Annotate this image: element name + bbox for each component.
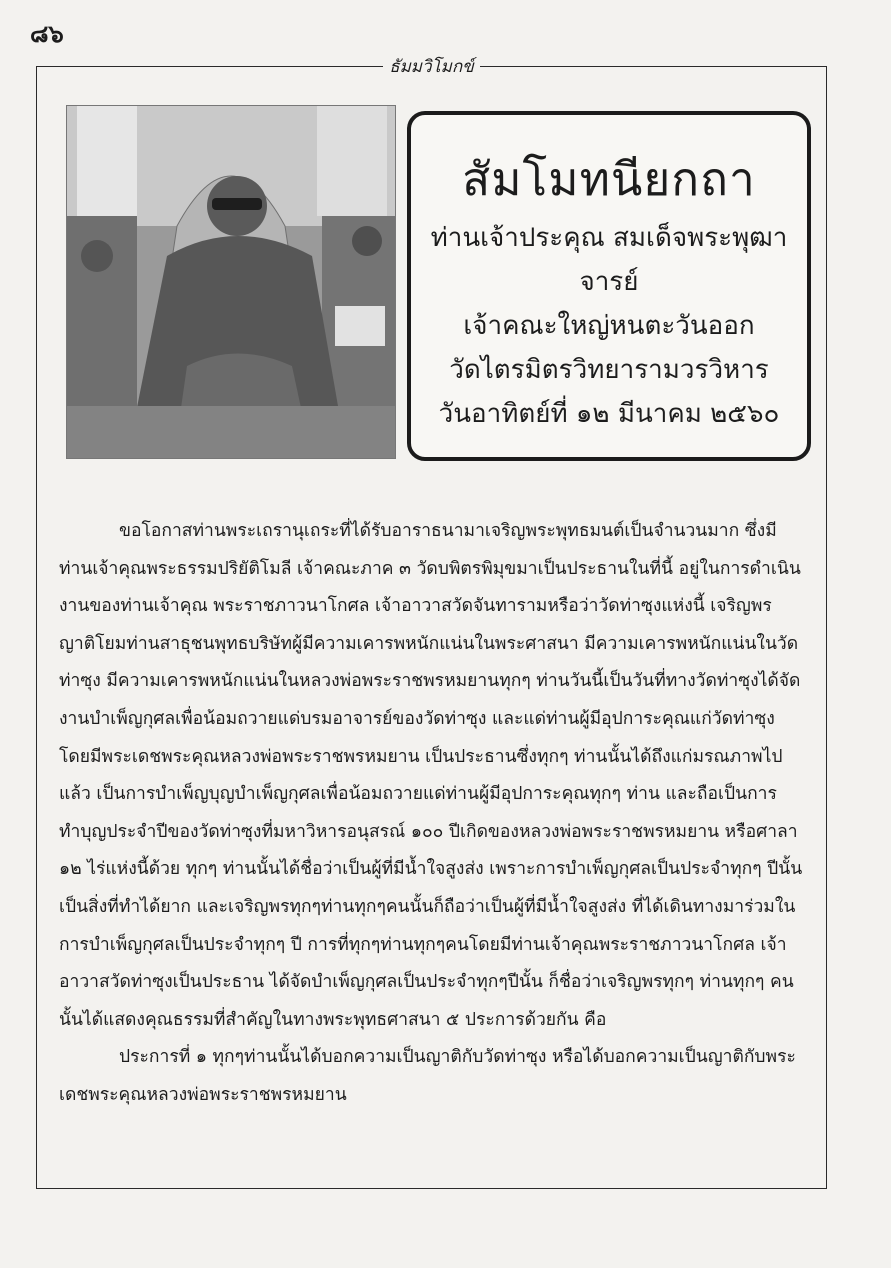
main-title: สัมโมทนียกถา	[462, 152, 756, 206]
title-line-4: วันอาทิตย์ที่ ๑๒ มีนาคม ๒๕๖๐	[438, 399, 780, 429]
paragraph-1: ขอโอกาสท่านพระเถรานุเถระที่ได้รับอาราธนามาเจริญพระพุทธมนต์เป็นจำนวนมาก ซึ่งมีท่านเจ้าคุณพระธรรมปริยัติโมลี เจ้าคณะภาค ๓ วัดบพิตรพิมุขมาเป็นประธานในที่นี้ อยู่ในการดำเนินงานของท่านเจ้าคุณ พระราชภาวนาโกศล เจ้าอาวาสวัดจันทารามหรือว่าวัดท่าซุงแห่งนี้ เจริญพรญาติโยมท่านสาธุชนพุทธบริษัทผู้มีความเคารพหนักแน่นในพระศาสนา มีความเคารพหนักแน่นในวัดท่าซุง มีความเคารพหนักแน่นในหลวงพ่อพระราชพรหมยานทุกๆ ท่านวันนี้เป็นวันที่ทางวัดท่าซุงได้จัดงานบำเพ็ญกุศลเพื่อน้อมถวายแด่บรมอาจารย์ของวัดท่าซุง และแด่ท่านผู้มีอุปการะคุณแก่วัดท่าซุง โดยมีพระเดชพระคุณหลวงพ่อพระราชพรหมยาน เป็นประธานซึ่งทุกๆ ท่านนั้นได้ถึงแก่มรณภาพไปแล้ว เป็นการบำเพ็ญบุญบำเพ็ญกุศลเพื่อน้อมถวายแด่ท่านผู้มีอุปการะคุณทุกๆ ท่าน และถือเป็นการทำบุญประจำปีของวัดท่าซุงที่มหาวิหารอนุสรณ์ ๑๐๐ ปีเกิดของหลวงพ่อพระราชพรหมยาน หรือศาลา ๑๒ ไร่แห่งนี้ด้วย ทุกๆ ท่านนั้นได้ชื่อว่าเป็นผู้ที่มีน้ำใจสูงส่ง เพราะการบำเพ็ญกุศลเป็นประจำทุกๆ ปีนั้นเป็นสิ่งที่ทำได้ยาก และเจริญพรทุกๆท่านทุกๆคนนั้นก็ถือว่าเป็นผู้ที่มีน้ำใจสูงส่ง ที่ได้เดินทางมาร่วมในการบำเพ็ญกุศลเป็นประจำทุกๆ ปี การที่ทุกๆท่านทุกๆคนโดยมีท่านเจ้าคุณพระราชภาวนาโกศล เจ้าอาวาสวัดท่าซุงเป็นประธาน ได้จัดบำเพ็ญกุศลเป็นประจำทุกๆปีนั้น ก็ชื่อว่าเจริญพรทุกๆ ท่านทุกๆ คนนั้นได้แสดงคุณธรรมที่สำคัญในทางพระพุทธศาสนา ๕ ประการด้วยกัน คือ	[59, 521, 803, 1030]
page-number: ๘๖	[30, 20, 64, 48]
body-text	[59, 513, 807, 1115]
running-title-text: ธัมมวิโมกข์	[383, 57, 480, 77]
title-line-2: เจ้าคณะใหญ่หนตะวันออก	[463, 311, 755, 341]
title-line-1: ท่านเจ้าประคุณ สมเด็จพระพุฒาจารย์	[430, 223, 788, 297]
title-box	[407, 111, 811, 461]
running-title	[37, 53, 826, 80]
page-frame	[36, 57, 827, 1189]
monk-photo	[66, 105, 396, 459]
title-line-3: วัดไตรมิตรวิทยารามวรวิหาร	[449, 355, 769, 385]
paragraph-2: ประการที่ ๑ ทุกๆท่านนั้นได้บอกความเป็นญาติกับวัดท่าซุง หรือได้บอกความเป็นญาติกับพระเดชพระคุณหลวงพ่อพระราชพรหมยาน	[59, 1047, 796, 1105]
